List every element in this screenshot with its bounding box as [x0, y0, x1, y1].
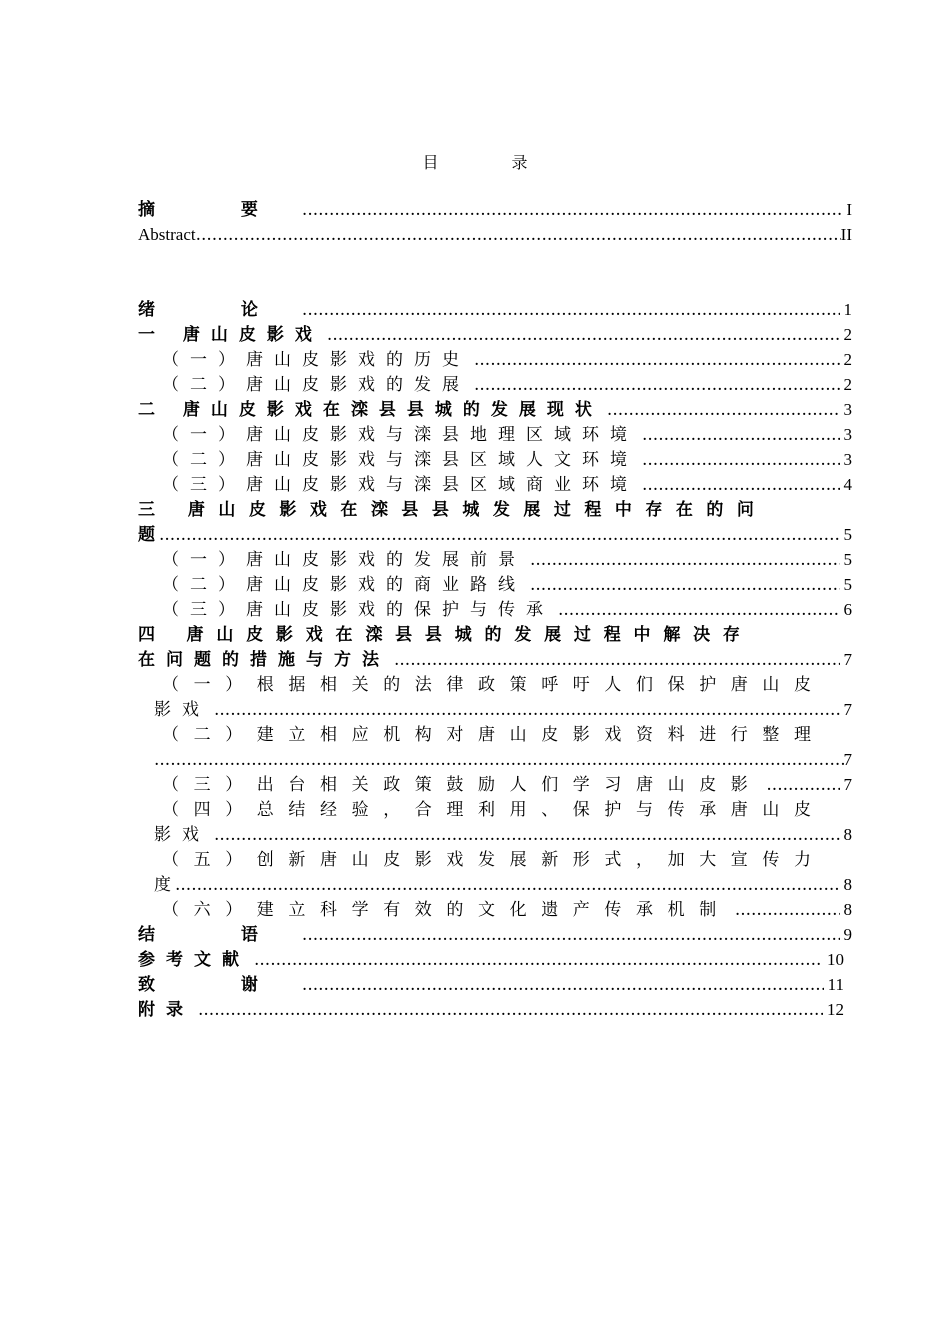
- toc-entry[interactable]: （一）唐山皮影戏的历史 ..... 2: [162, 348, 852, 372]
- toc-entry-line[interactable]: （五）创新唐山皮影戏发展新形式，加大宣传力: [162, 850, 826, 870]
- toc-entry[interactable]: 题 ..... 5: [138, 523, 852, 547]
- toc-entry[interactable]: （三）唐山皮影戏与滦县区域商业环境 ..... 4: [162, 473, 852, 497]
- toc-entry[interactable]: （一）唐山皮影戏的发展前景 ..... 5: [162, 548, 852, 572]
- toc-entry[interactable]: 致 谢 ..... 11: [138, 973, 844, 997]
- toc-title: 目 录: [422, 153, 562, 172]
- toc-entry[interactable]: （一）唐山皮影戏与滦县地理区域环境 ..... 3: [162, 423, 852, 447]
- toc-entry[interactable]: 影戏 ..... 8: [154, 823, 852, 847]
- toc-entry[interactable]: （三）唐山皮影戏的保护与传承 ..... 6: [162, 598, 852, 622]
- toc-entry[interactable]: 度 ..... 8: [154, 873, 852, 897]
- toc-entry[interactable]: 绪 论 ..... 1: [138, 298, 852, 322]
- toc-entry[interactable]: 附录 ..... 12: [138, 998, 844, 1022]
- toc-entry[interactable]: 参考文献 ..... 10: [138, 948, 844, 972]
- toc-entry[interactable]: （三）出台相关政策鼓励人们学习唐山皮影 ..... 7: [162, 773, 852, 797]
- toc-entry-line[interactable]: 三 唐山皮影戏在滦县县城发展过程中存在的问: [138, 500, 768, 520]
- toc-entry[interactable]: ..... 7: [154, 748, 852, 772]
- toc-entry[interactable]: （二）唐山皮影戏与滦县区域人文环境 ..... 3: [162, 448, 852, 472]
- toc-entry-line[interactable]: 四 唐山皮影戏在滦县县城的发展过程中解决存: [138, 625, 753, 645]
- toc-entry[interactable]: 在问题的措施与方法 ..... 7: [138, 648, 852, 672]
- toc-entry[interactable]: （六）建立科学有效的文化遗产传承机制 ..... 8: [162, 898, 852, 922]
- toc-entry[interactable]: 二 唐山皮影戏在滦县县城的发展现状 ..... 3: [138, 398, 852, 422]
- toc-entry[interactable]: （二）唐山皮影戏的发展 ..... 2: [162, 373, 852, 397]
- toc-entry[interactable]: （二）唐山皮影戏的商业路线 ..... 5: [162, 573, 852, 597]
- toc-entry-abstract-en[interactable]: Abstract ..... II: [138, 223, 852, 247]
- toc-entry[interactable]: 影戏 ..... 7: [154, 698, 852, 722]
- toc-entry[interactable]: 一 唐山皮影戏 ..... 2: [138, 323, 852, 347]
- toc-entry-abstract-cn[interactable]: 摘 要 ..... I: [138, 198, 852, 222]
- toc-entry-line[interactable]: （二）建立相应机构对唐山皮影戏资料进行整理: [162, 725, 826, 745]
- toc-entry-line[interactable]: （四）总结经验，合理利用、保护与传承唐山皮: [162, 800, 826, 820]
- toc-entry[interactable]: 结 语 ..... 9: [138, 923, 852, 947]
- toc-entry-line[interactable]: （一）根据相关的法律政策呼吁人们保护唐山皮: [162, 675, 826, 695]
